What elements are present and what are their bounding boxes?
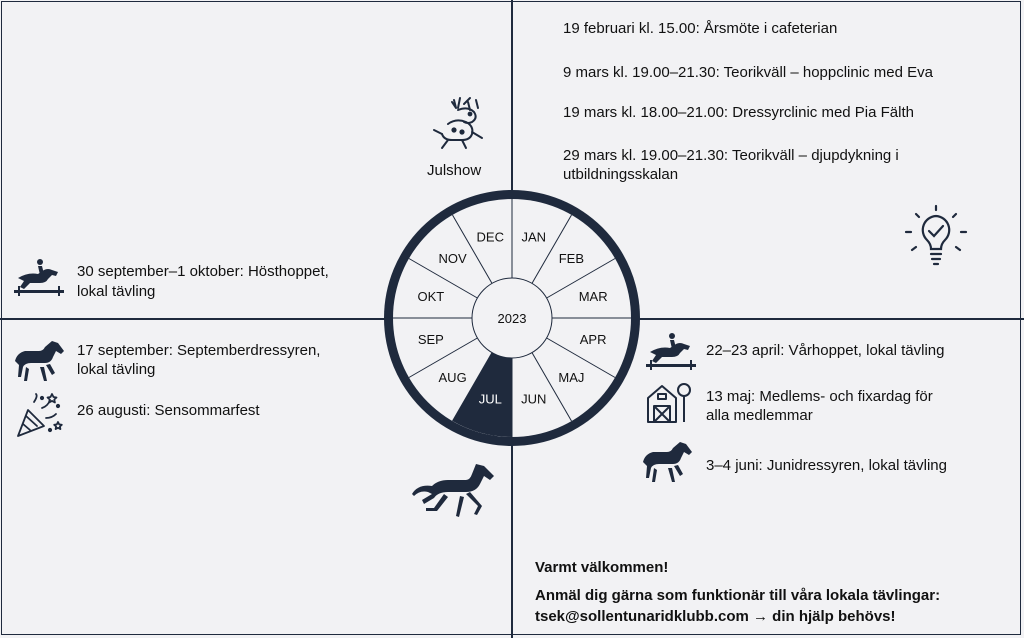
month-label-jul: JUL (478, 391, 502, 407)
month-label-aug: AUG (438, 369, 467, 385)
month-label-jun: JUN (521, 391, 547, 407)
autumn-event-1: 30 september–1 oktober: Hösthoppet, (77, 263, 329, 280)
month-label-dec: DEC (476, 229, 504, 245)
month-label-apr: APR (579, 332, 607, 348)
month-label-nov: NOV (438, 251, 467, 267)
spring-event-4-cont: utbildningsskalan (563, 166, 679, 183)
month-label-mar: MAR (578, 288, 608, 304)
reindeer-icon (428, 94, 490, 156)
party-popper-icon (14, 392, 64, 440)
barn-icon (646, 378, 692, 424)
jumping-horse-icon (644, 330, 698, 372)
spring-event-2: 9 mars kl. 19.00–21.30: Teorikväll – hoppclinic med Eva (563, 64, 933, 81)
summer-event-3: 3–4 juni: Junidressyren, lokal tävling (706, 457, 947, 474)
lightbulb-icon (900, 204, 972, 272)
month-label-sep: SEP (417, 332, 444, 348)
month-label-maj: MAJ (558, 369, 585, 385)
summer-event-2-cont: alla medlemmar (706, 407, 813, 424)
month-label-okt: OKT (417, 288, 445, 304)
year-wheel (380, 186, 644, 450)
spring-event-4: 29 mars kl. 19.00–21.30: Teorikväll – djupdykning i (563, 147, 899, 164)
autumn-event-2-cont: lokal tävling (77, 361, 156, 378)
jumping-horse-icon (12, 256, 66, 298)
autumn-event-2: 17 september: Septemberdressyren, (77, 342, 321, 359)
autumn-event-1-cont: lokal tävling (77, 283, 156, 300)
spring-event-1: 19 februari kl. 15.00: Årsmöte i cafeterian (563, 20, 838, 37)
year-label: 2023 (497, 311, 527, 326)
summer-event-2: 13 maj: Medlems- och fixardag för (706, 388, 933, 405)
dressage-horse-icon (12, 336, 66, 384)
autumn-event-3: 26 augusti: Sensommarfest (77, 402, 260, 419)
month-label-jan: JAN (521, 229, 547, 245)
spring-event-3: 19 mars kl. 18.00–21.00: Dressyrclinic med Pia Fälth (563, 104, 914, 121)
running-horse-icon (404, 460, 500, 522)
footer-line-1: Anmäl dig gärna som funktionär till våra lokala tävlingar: (535, 587, 941, 604)
footer-welcome: Varmt välkommen! (535, 559, 669, 576)
dressage-horse-icon (640, 438, 694, 484)
julshow-label: Julshow (427, 162, 482, 179)
summer-event-1: 22–23 april: Vårhoppet, lokal tävling (706, 342, 945, 359)
footer-email-line: tsek@sollentunaridklubb.com → din hjälp behövs! (535, 608, 896, 625)
month-label-feb: FEB (558, 251, 585, 267)
